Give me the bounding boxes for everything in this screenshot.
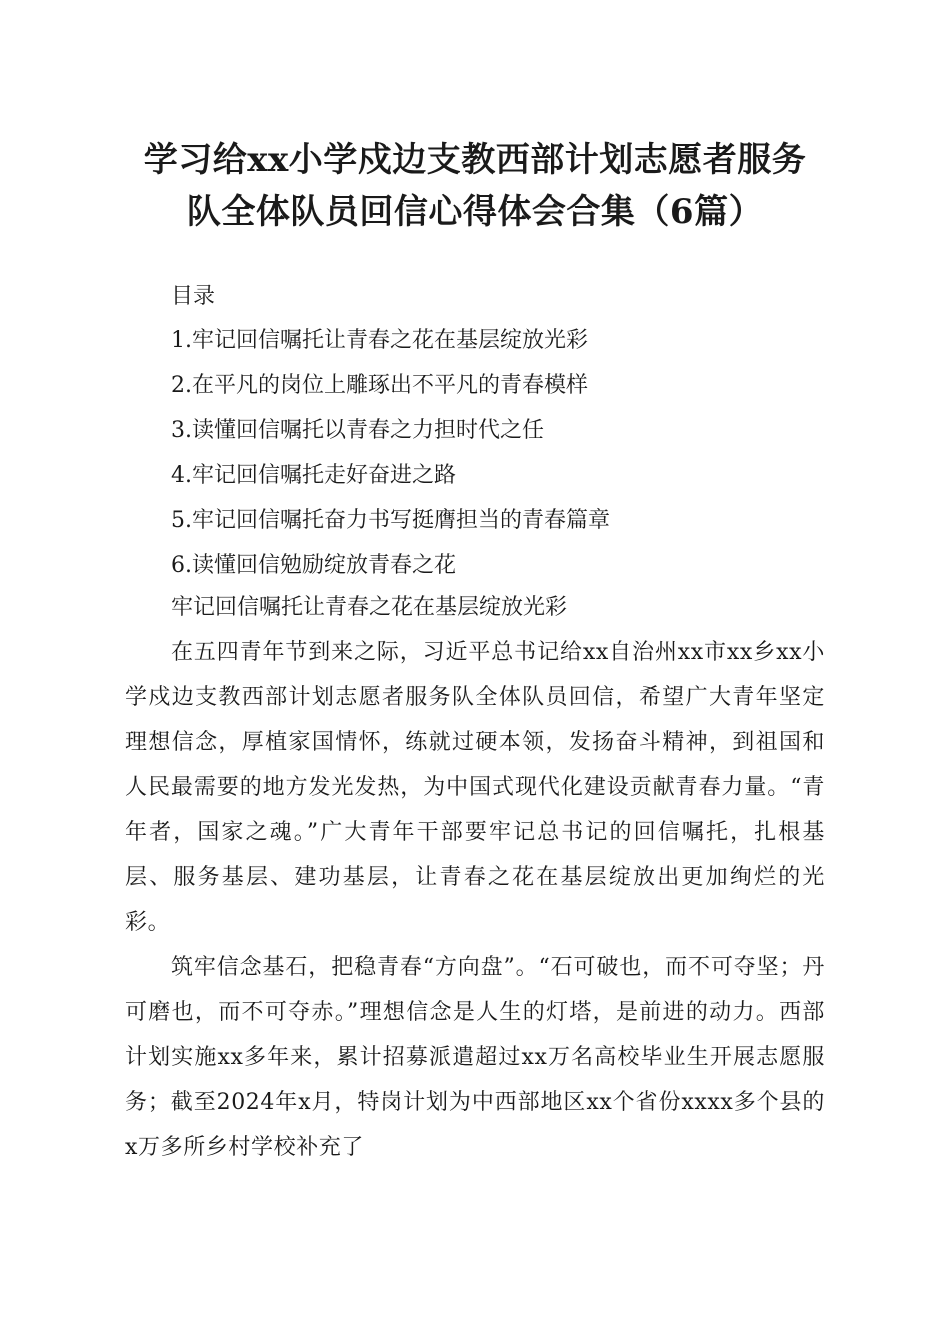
table-of-contents [171, 325, 610, 595]
body-paragraph: 筑牢信念基石，把稳青春“方向盘”。“石可破也，而不可夺坚；丹可磨也，而不可夺赤。”理想信念是人生的灯塔，是前进的动力。西部计划实施xx多年来，累计招募派遣超过xx万名高校毕业生开展志愿服务；截至2024年x月，特岗计划为中西部地区xx个省份xxxx多个县的x万多所乡村学校补充了 [125, 955, 825, 1160]
document-title [100, 134, 850, 238]
toc-item: 2.在平凡的岗位上雕琢出不平凡的青春模样 [171, 373, 588, 398]
body-paragraph: 在五四青年节到来之际，习近平总书记给xx自治州xx市xx乡xx小学戍边支教西部计划志愿者服务队全体队员回信，希望广大青年坚定理想信念，厚植家国情怀，练就过硬本领，发扬奋斗精神，到祖国和人民最需要的地方发光发热，为中国式现代化建设贡献青春力量。“青年者，国家之魂。”广大青年干部要牢记总书记的回信嘱托，扎根基层、服务基层、建功基层，让青春之花在基层绽放出更加绚烂的光彩。 [125, 640, 825, 935]
document-title-line-1: 学习给xx小学戍边支教西部计划志愿者服务 [143, 140, 807, 180]
toc-item: 3.读懂回信嘱托以青春之力担时代之任 [171, 418, 544, 443]
toc-item: 5.牢记回信嘱托奋力书写挺膺担当的青春篇章 [171, 508, 610, 533]
toc-item: 6.读懂回信勉励绽放青春之花 [171, 553, 456, 578]
toc-item: 1.牢记回信嘱托让青春之花在基层绽放光彩 [171, 328, 588, 353]
section-heading: 牢记回信嘱托让青春之花在基层绽放光彩 [171, 595, 568, 620]
toc-heading: 目录 [171, 284, 216, 309]
document-title-line-2: 队全体队员回信心得体会合集（6篇） [186, 192, 764, 232]
toc-item: 4.牢记回信嘱托走好奋进之路 [171, 463, 456, 488]
